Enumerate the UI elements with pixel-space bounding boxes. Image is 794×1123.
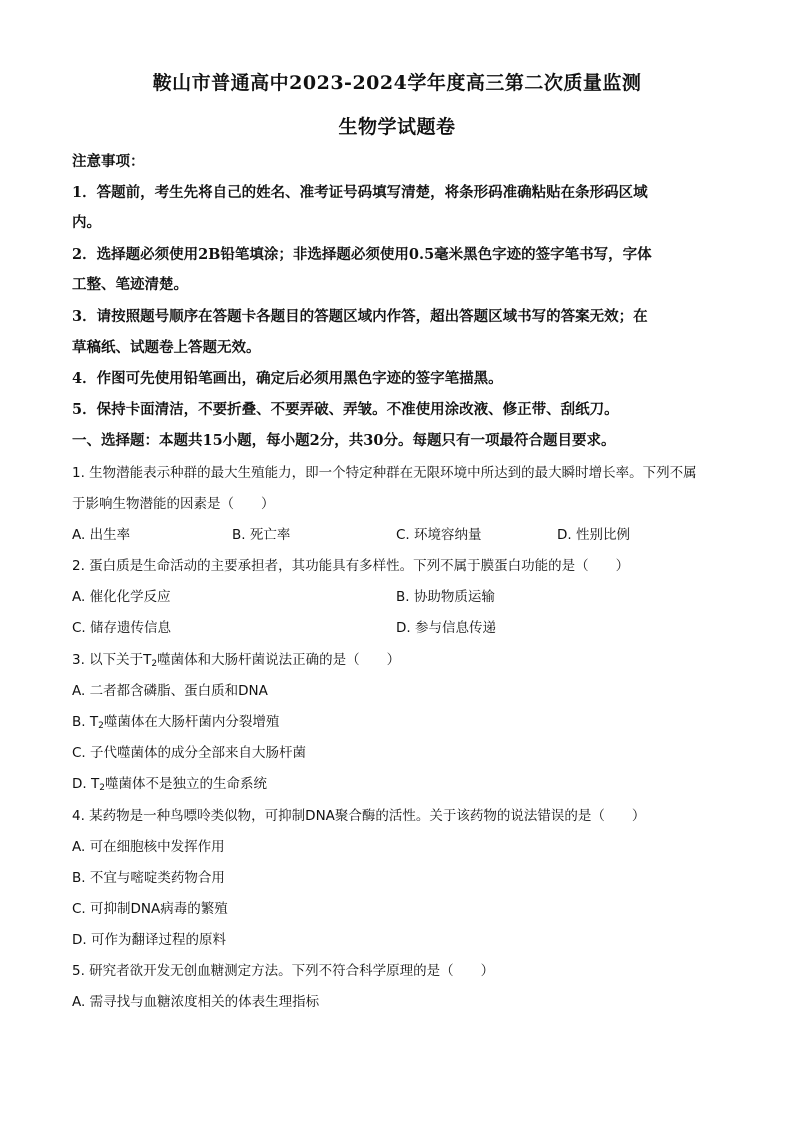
q1-option-a: A. 出生率 — [72, 527, 131, 543]
q4-option-d: D. 可作为翻译过程的原料 — [72, 932, 226, 948]
q5-stem: 5. 研究者欲开发无创血糖测定方法。下列不符合科学原理的是（ ） — [72, 963, 495, 979]
section-heading: 一、选择题：本题共15小题，每小题2分，共30分。每题只有一项最符合题目要求。 — [72, 432, 616, 449]
notice-item-4: 4．作图可先使用铅笔画出，确定后必须用黑色字迹的签字笔描黑。 — [72, 370, 503, 387]
q3-stem-post: 噬菌体和大肠杆菌说法正确的是（ ） — [157, 652, 401, 668]
q3-option-b — [72, 712, 279, 736]
q3-stem — [72, 650, 722, 674]
exam-subtitle: 生物学试题卷 — [338, 116, 456, 138]
notice-item-2-line-1: 2．选择题必须使用2B铅笔填涂；非选择题必须使用0.5毫米黑色字迹的签字笔书写，字体 — [72, 246, 652, 263]
notice-item-2-line-2: 工整、笔迹清楚。 — [72, 276, 188, 293]
q1-stem-line-2: 于影响生物潜能的因素是（ ） — [72, 496, 275, 512]
exam-title: 鞍山市普通高中2023-2024学年度高三第二次质量监测 — [152, 72, 642, 94]
q3-option-d-subscript: 2 — [99, 783, 105, 793]
q3-option-d — [72, 774, 267, 798]
q4-option-c: C. 可抑制DNA病毒的繁殖 — [72, 901, 228, 917]
q2-option-c: C. 储存遗传信息 — [72, 620, 172, 636]
q3-option-d-post: 噬菌体不是独立的生命系统 — [104, 776, 267, 792]
q3-option-b-post: 噬菌体在大肠杆菌内分裂增殖 — [103, 714, 280, 730]
q4-option-b: B. 不宜与嘧啶类药物合用 — [72, 870, 225, 886]
q1-stem-line-1: 1. 生物潜能表示种群的最大生殖能力，即一个特定种群在无限环境中所达到的最大瞬时增长率。下列不属 — [72, 465, 697, 481]
q4-option-a: A. 可在细胞核中发挥作用 — [72, 839, 225, 855]
notice-item-3-line-1: 3．请按照题号顺序在答题卡各题目的答题区域内作答，超出答题区域书写的答案无效；在 — [72, 308, 648, 325]
q2-option-a: A. 催化化学反应 — [72, 589, 171, 605]
notice-heading: 注意事项： — [72, 153, 145, 170]
q3-option-d-pre: D. T — [72, 776, 100, 792]
notice-item-3-line-2: 草稿纸、试题卷上答题无效。 — [72, 339, 261, 356]
q3-stem-subscript: 2 — [151, 659, 158, 669]
q1-option-b: B. 死亡率 — [232, 527, 291, 543]
q3-option-c: C. 子代噬菌体的成分全部来自大肠杆菌 — [72, 745, 307, 761]
q2-stem: 2. 蛋白质是生命活动的主要承担者，其功能具有多样性。下列不属于膜蛋白功能的是（ ） — [72, 558, 630, 574]
q4-stem: 4. 某药物是一种鸟嘌呤类似物，可抑制DNA聚合酶的活性。关于该药物的说法错误的是（ ） — [72, 808, 646, 824]
notice-item-1-line-1: 1．答题前，考生先将自己的姓名、准考证号码填写清楚，将条形码准确粘贴在条形码区域 — [72, 184, 648, 201]
q1-option-d: D. 性别比例 — [557, 527, 630, 543]
q3-option-a: A. 二者都含磷脂、蛋白质和DNA — [72, 683, 268, 699]
notice-item-1-line-2: 内。 — [72, 214, 101, 231]
q3-option-b-pre: B. T — [72, 714, 99, 730]
q2-option-b: B. 协助物质运输 — [396, 589, 495, 605]
q1-option-c: C. 环境容纳量 — [396, 527, 482, 543]
q5-option-a: A. 需寻找与血糖浓度相关的体表生理指标 — [72, 994, 320, 1010]
q3-stem-pre: 3. 以下关于T — [72, 652, 152, 668]
notice-item-5: 5．保持卡面清洁，不要折叠、不要弄破、弄皱。不准使用涂改液、修正带、刮纸刀。 — [72, 401, 619, 418]
q2-option-d: D. 参与信息传递 — [396, 620, 496, 636]
q3-option-b-subscript: 2 — [98, 721, 104, 731]
